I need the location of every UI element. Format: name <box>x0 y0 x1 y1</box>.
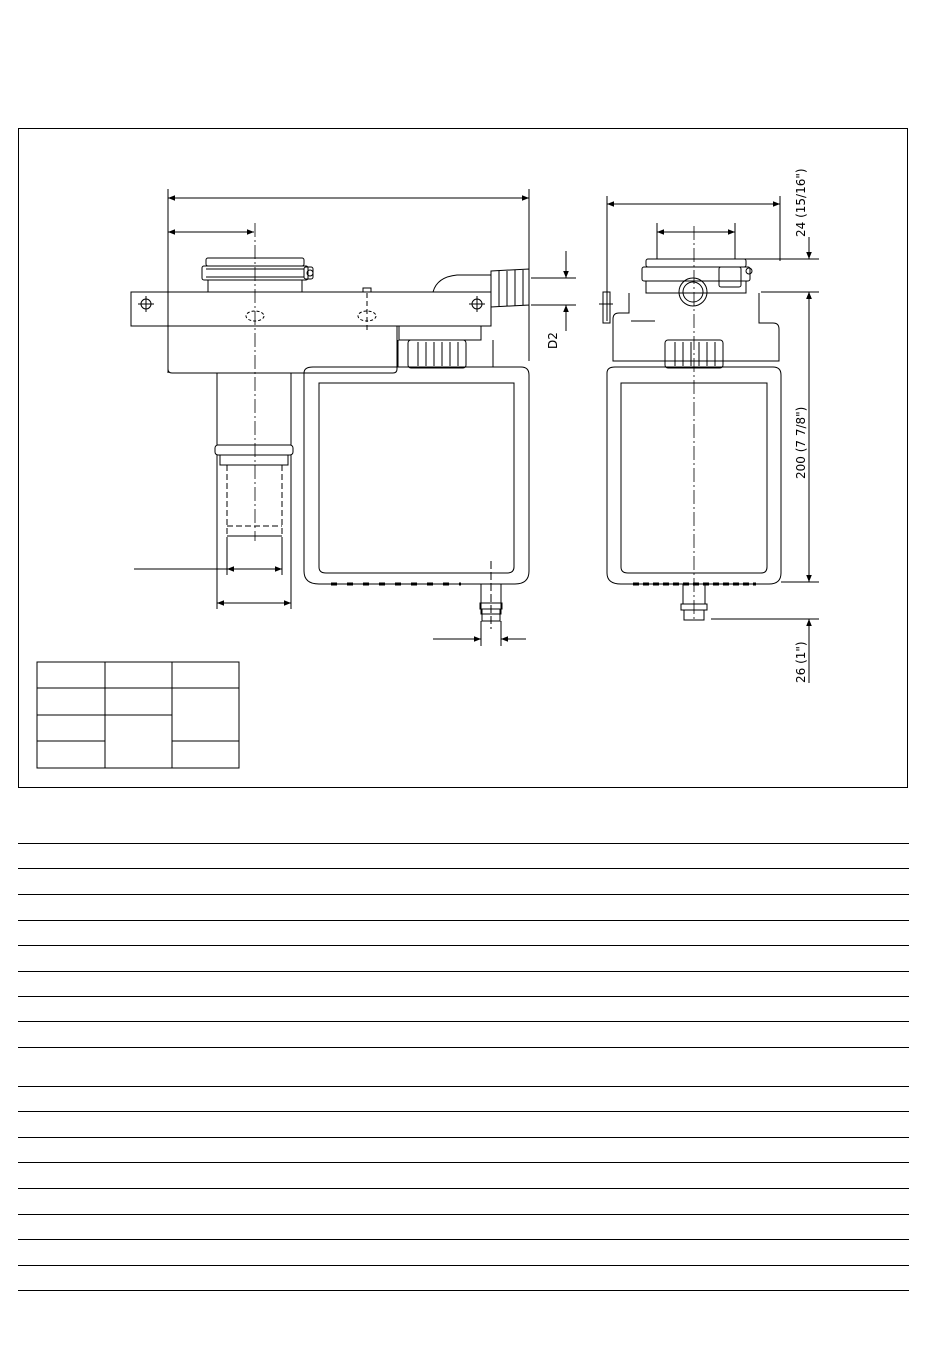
spec-rule <box>18 1188 909 1189</box>
spec-rule <box>18 971 909 972</box>
body-height-label: 200 (7 7/8") <box>794 406 808 479</box>
d2-label: D2 <box>546 332 560 349</box>
spec-rule <box>18 843 909 844</box>
outlet-length-label: 26 (1") <box>794 641 808 683</box>
mounting-bracket <box>131 288 491 331</box>
spec-rule <box>18 894 909 895</box>
front-view <box>131 189 576 646</box>
inlet-pipe <box>215 373 293 609</box>
spec-rule <box>18 945 909 946</box>
spec-rule <box>18 1290 909 1291</box>
spec-rule <box>18 1021 909 1022</box>
spec-rule <box>18 1265 909 1266</box>
spec-rule <box>18 1047 909 1048</box>
motor-housing <box>168 326 397 373</box>
spec-table <box>37 662 239 768</box>
spec-rule <box>18 1239 909 1240</box>
spec-rule <box>18 1214 909 1215</box>
drain-outlet <box>480 561 502 629</box>
d2-dimension <box>531 251 576 349</box>
pump-technical-drawing <box>19 129 909 789</box>
ribbed-cap <box>408 340 466 368</box>
inlet-coupling <box>202 258 313 292</box>
spec-rule <box>18 996 909 997</box>
spec-rule <box>18 1086 909 1087</box>
technical-drawing-frame <box>18 128 908 788</box>
spec-rule <box>18 1137 909 1138</box>
spec-rule <box>18 1162 909 1163</box>
spec-rule <box>18 1111 909 1112</box>
reservoir-tank <box>304 367 529 584</box>
top-offset-label: 24 (15/16") <box>794 168 808 237</box>
side-view <box>599 168 819 683</box>
spec-rule <box>18 868 909 869</box>
spec-rule <box>18 920 909 921</box>
